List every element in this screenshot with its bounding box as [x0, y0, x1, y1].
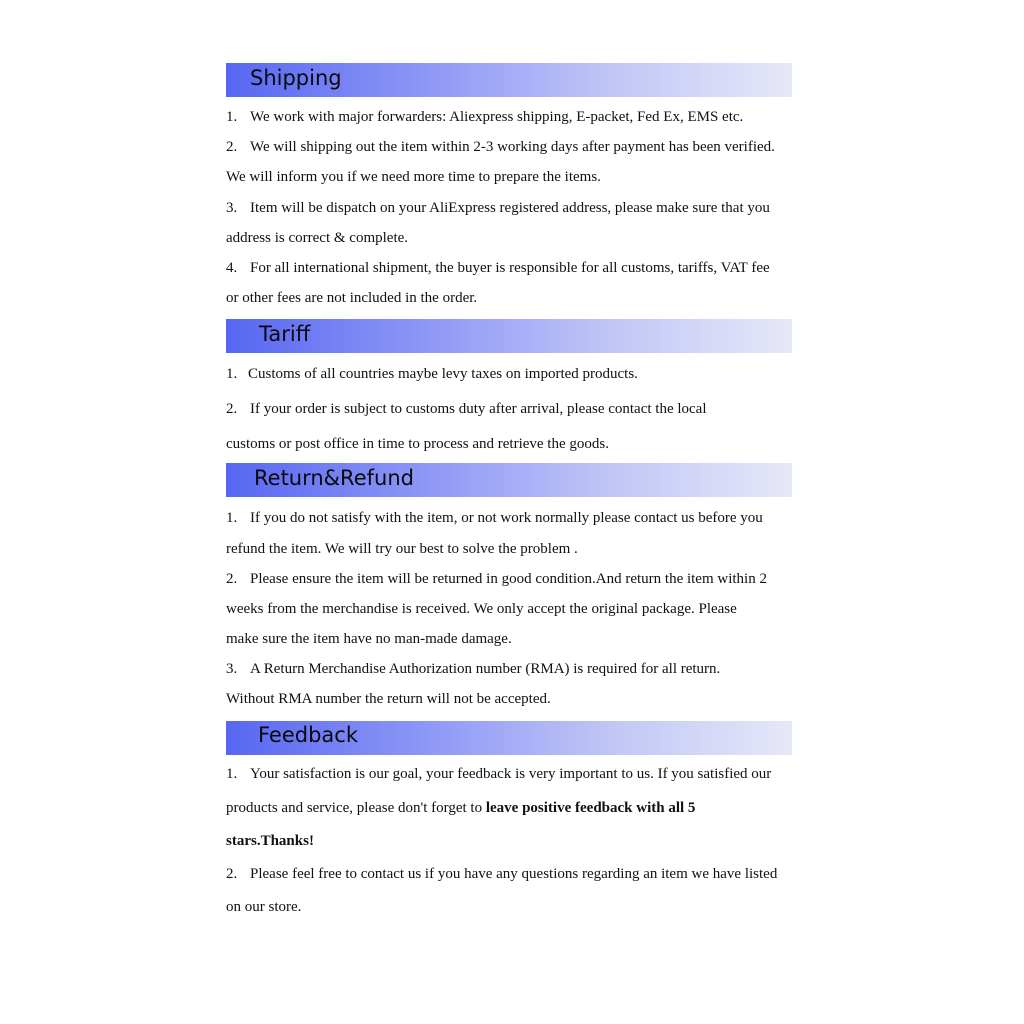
positive-feedback-emphasis: leave positive feedback with all 5	[485, 799, 696, 816]
return-refund-line-3: 2. Please ensure the item will be returned in good condition.And return the item within 2	[226, 570, 767, 587]
shipping-line-3: We will inform you if we need more time to prepare the items.	[226, 169, 601, 186]
tariff-title: Tariff	[259, 321, 311, 346]
shipping-line-5: address is correct & complete.	[226, 229, 409, 246]
shipping-line-1: 1. We work with major forwarders: Aliexpress shipping, E-packet, Fed Ex, EMS etc.	[226, 109, 744, 125]
shipping-line-2: 2. We will shipping out the item within 2-3 working days after payment has been verified.	[226, 139, 775, 156]
return-refund-line-1: 1. If you do not satisfy with the item, or not work normally please contact us before you	[226, 510, 763, 527]
feedback-line-4: 2. Please feel free to contact us if you have any questions regarding an item we have listed	[226, 865, 778, 882]
feedback-body	[226, 759, 806, 924]
return-refund-header	[226, 463, 792, 497]
shipping-header	[226, 63, 792, 97]
shipping-line-7: or other fees are not included in the order.	[226, 290, 478, 307]
policy-content	[226, 63, 806, 924]
return-refund-line-7: Without RMA number the return will not be accepted.	[226, 691, 551, 708]
shipping-line-4: 3. Item will be dispatch on your AliExpress registered address, please make sure that you	[226, 199, 770, 216]
return-refund-title: Return&Refund	[254, 465, 414, 490]
feedback-title: Feedback	[258, 723, 359, 748]
return-refund-body	[226, 503, 806, 714]
tariff-line-1: 1. Customs of all countries maybe levy taxes on imported products.	[226, 366, 638, 383]
shipping-body	[226, 102, 806, 313]
return-refund-line-5: make sure the item have no man-made damage.	[226, 631, 512, 648]
shipping-line-6: 4. For all international shipment, the buyer is responsible for all customs, tariffs, VAT fee	[226, 259, 770, 276]
tariff-line-3: customs or post office in time to process and retrieve the goods.	[226, 436, 609, 453]
return-refund-line-4: weeks from the merchandise is received. We only accept the original package. Please	[226, 600, 737, 617]
feedback-line-1: 1. Your satisfaction is our goal, your feedback is very important to us. If you satisfied our	[226, 765, 772, 782]
feedback-header	[226, 721, 792, 755]
tariff-line-2: 2. If your order is subject to customs duty after arrival, please contact the local	[226, 401, 707, 418]
shipping-title: Shipping	[250, 65, 342, 90]
feedback-line-2: products and service, please don't forget to leave positive feedback with all 5	[226, 799, 696, 816]
tariff-header	[226, 319, 792, 353]
feedback-line-3	[226, 825, 806, 858]
feedback-line-5: on our store.	[226, 898, 302, 915]
thanks-emphasis: stars.Thanks!	[226, 832, 314, 849]
tariff-body	[226, 359, 806, 459]
return-refund-line-6: 3. A Return Merchandise Authorization number (RMA) is required for all return.	[226, 661, 721, 678]
return-refund-line-2: refund the item. We will try our best to solve the problem .	[226, 540, 578, 557]
